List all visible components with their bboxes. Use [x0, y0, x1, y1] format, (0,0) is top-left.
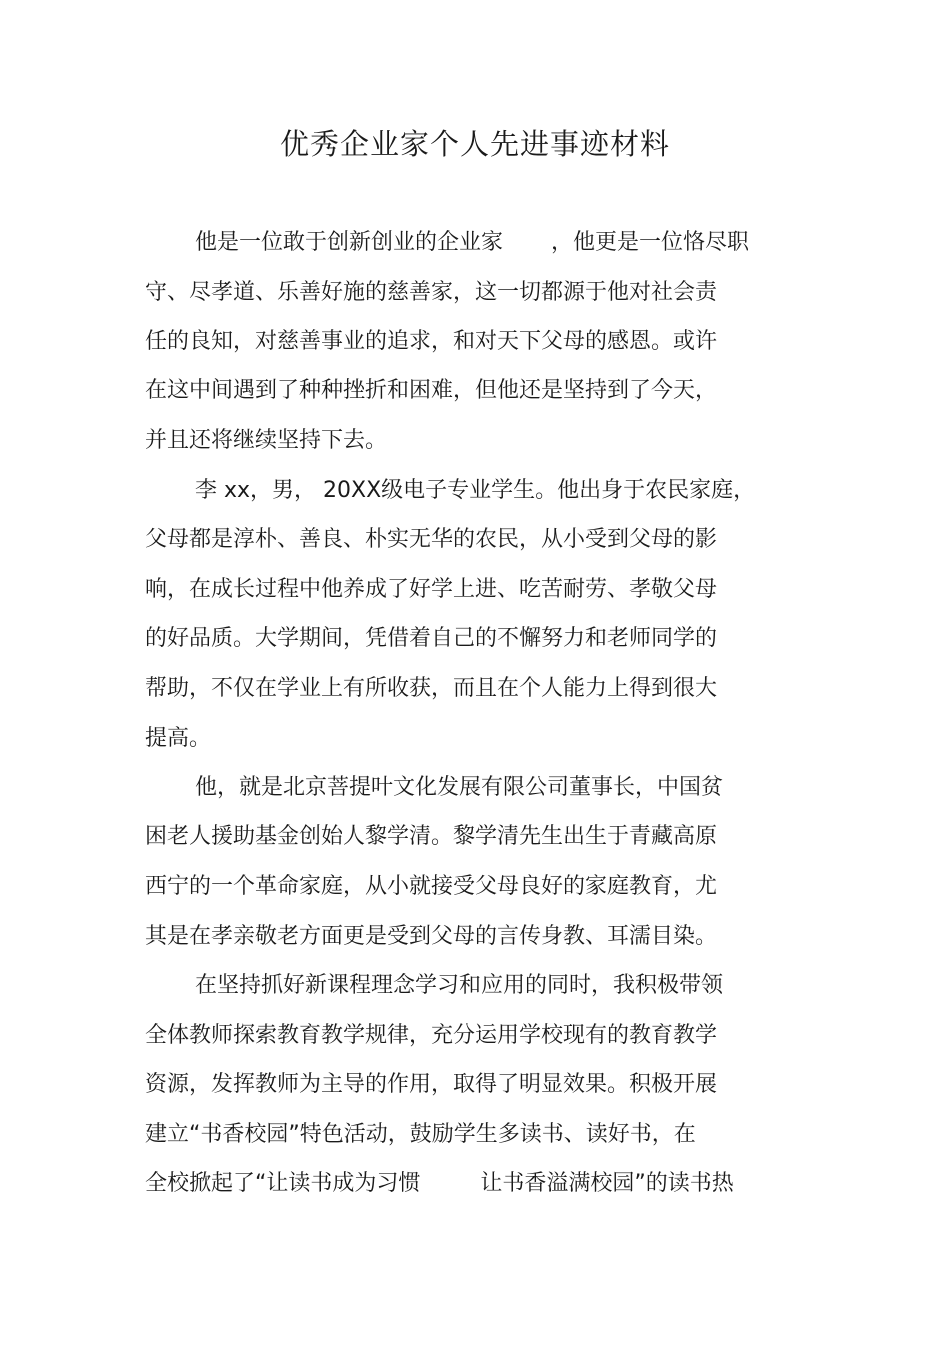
paragraph-1-line-3: 任的良知，对慈善事业的追求，和对天下父母的感恩。或许: [145, 329, 718, 354]
paragraph-1-line-2: 守、尽孝道、乐善好施的慈善家，这一切都源于他对社会责: [145, 280, 718, 305]
paragraph-2-line-1: 李 xx，男， 20XX级电子专业学生。他出身于农民家庭，: [195, 478, 756, 503]
paragraph-1-line-4: 在这中间遇到了种种挫折和困难，但他还是坚持到了今天，: [145, 378, 718, 403]
paragraph-4-line-4: 建立“书香校园”特色活动，鼓励学生多读书、读好书，在: [145, 1122, 696, 1147]
paragraph-2-line-6: 提高。: [145, 726, 212, 751]
paragraph-3-line-4: 其是在孝亲敬老方面更是受到父母的言传身教、耳濡目染。: [145, 924, 718, 949]
text-segment: 全校掀起了“让读书成为习惯: [145, 1171, 421, 1196]
paragraph-2-line-4: 的好品质。大学期间，凭借着自己的不懈努力和老师同学的: [145, 626, 718, 651]
text-segment: ，他更是一位恪尽职: [551, 230, 750, 255]
paragraph-4-line-5: [145, 1166, 734, 1202]
paragraph-4-line-1: 在坚持抓好新课程理念学习和应用的同时，我积极带领: [195, 973, 724, 998]
paragraph-2-line-5: 帮助，不仅在学业上有所收获，而且在个人能力上得到很大: [145, 676, 718, 701]
paragraph-1-line-5: 并且还将继续坚持下去。: [145, 428, 388, 453]
paragraph-4-line-3: 资源，发挥教师为主导的作用，取得了明显效果。积极开展: [145, 1072, 718, 1097]
paragraph-3-line-2: 困老人援助基金创始人黎学清。黎学清先生出生于青藏高原: [145, 824, 718, 849]
document-title: 优秀企业家个人先进事迹材料: [279, 127, 670, 161]
paragraph-1-line-1: [195, 225, 749, 261]
text-segment: 让书香溢满校园”的读书热: [480, 1171, 734, 1196]
paragraph-3-line-1: 他，就是北京菩提叶文化发展有限公司董事长，中国贫: [195, 775, 724, 800]
paragraph-4-line-2: 全体教师探索教育教学规律，充分运用学校现有的教育教学: [145, 1023, 718, 1048]
paragraph-2-line-3: 响，在成长过程中他养成了好学上进、吃苦耐劳、孝敬父母: [145, 577, 718, 602]
paragraph-2-line-2: 父母都是淳朴、善良、朴实无华的农民，从小受到父母的影: [145, 527, 718, 552]
text-segment: 他是一位敢于创新创业的企业家: [195, 230, 504, 255]
paragraph-3-line-3: 西宁的一个革命家庭，从小就接受父母良好的家庭教育，尤: [145, 874, 718, 899]
